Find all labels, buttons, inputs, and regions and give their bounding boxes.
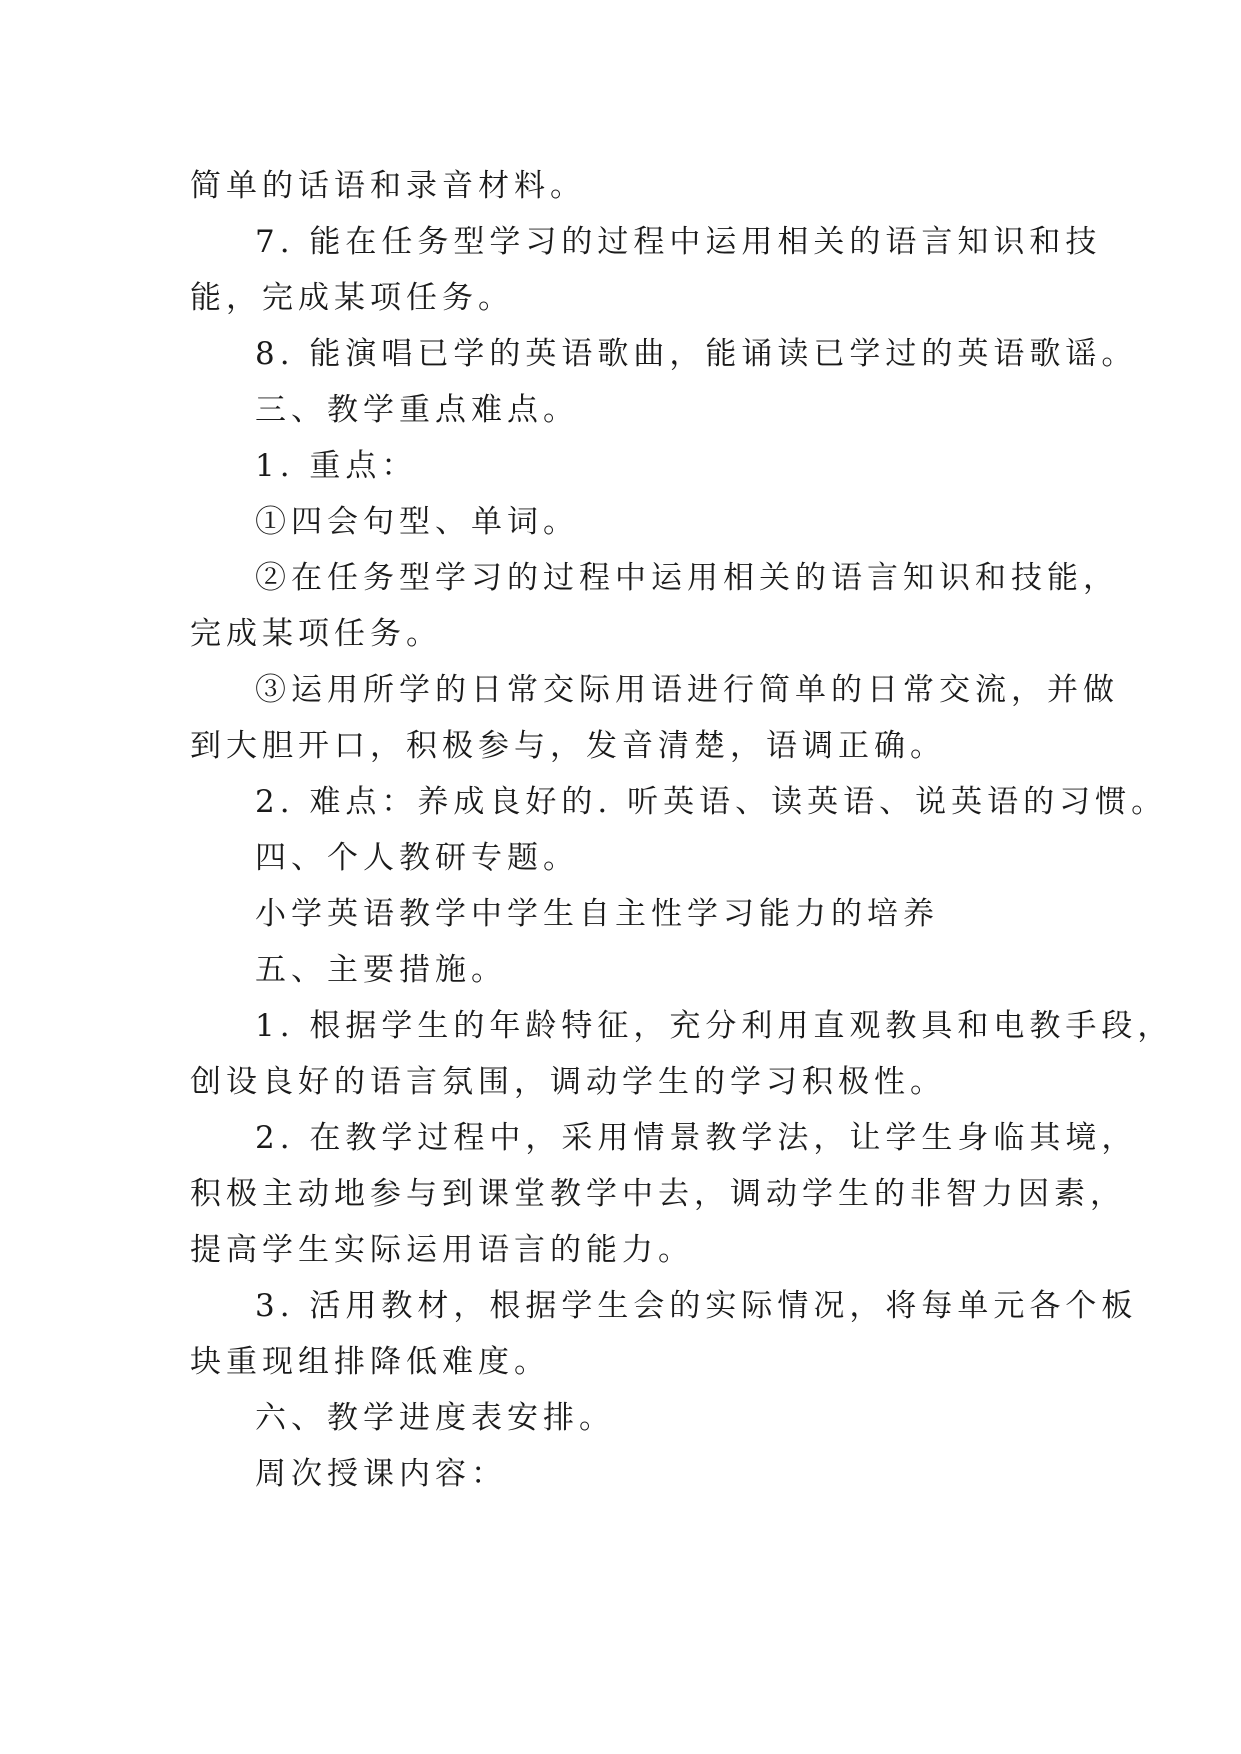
subheading: 周次授课内容： — [255, 1456, 507, 1492]
list-item: ①四会句型、单词。 — [255, 504, 579, 540]
subheading: 2. 难点：养成良好的. 听英语、读英语、说英语的习惯。 — [255, 784, 1168, 820]
list-item-continuation: 块重现组排降低难度。 — [190, 1344, 550, 1380]
list-item-continuation: 完成某项任务。 — [190, 616, 442, 652]
list-item: 1. 根据学生的年龄特征，充分利用直观教具和电教手段， — [255, 1008, 1174, 1044]
section-heading: 四、个人教研专题。 — [255, 840, 579, 876]
research-topic: 小学英语教学中学生自主性学习能力的培养 — [255, 896, 939, 932]
list-item-continuation: 创设良好的语言氛围，调动学生的学习积极性。 — [190, 1064, 946, 1100]
list-item-continuation: 积极主动地参与到课堂教学中去，调动学生的非智力因素， — [190, 1176, 1126, 1212]
list-item: ②在任务型学习的过程中运用相关的语言知识和技能， — [255, 560, 1119, 596]
list-item-continuation: 到大胆开口，积极参与，发音清楚，语调正确。 — [190, 728, 946, 764]
paragraph-line: 8. 能演唱已学的英语歌曲，能诵读已学过的英语歌谣。 — [255, 336, 1138, 372]
section-heading: 三、教学重点难点。 — [255, 392, 579, 428]
section-heading: 六、教学进度表安排。 — [255, 1400, 615, 1436]
paragraph-line: 7. 能在任务型学习的过程中运用相关的语言知识和技 — [255, 224, 1102, 260]
list-item: ③运用所学的日常交际用语进行简单的日常交流，并做 — [255, 672, 1119, 708]
list-item-continuation: 提高学生实际运用语言的能力。 — [190, 1232, 694, 1268]
paragraph-line: 能，完成某项任务。 — [190, 280, 514, 316]
paragraph-line: 简单的话语和录音材料。 — [190, 168, 586, 204]
list-item: 3. 活用教材，根据学生会的实际情况，将每单元各个板 — [255, 1288, 1138, 1324]
subheading: 1. 重点： — [255, 448, 418, 484]
section-heading: 五、主要措施。 — [255, 952, 507, 988]
list-item: 2. 在教学过程中，采用情景教学法，让学生身临其境， — [255, 1120, 1138, 1156]
